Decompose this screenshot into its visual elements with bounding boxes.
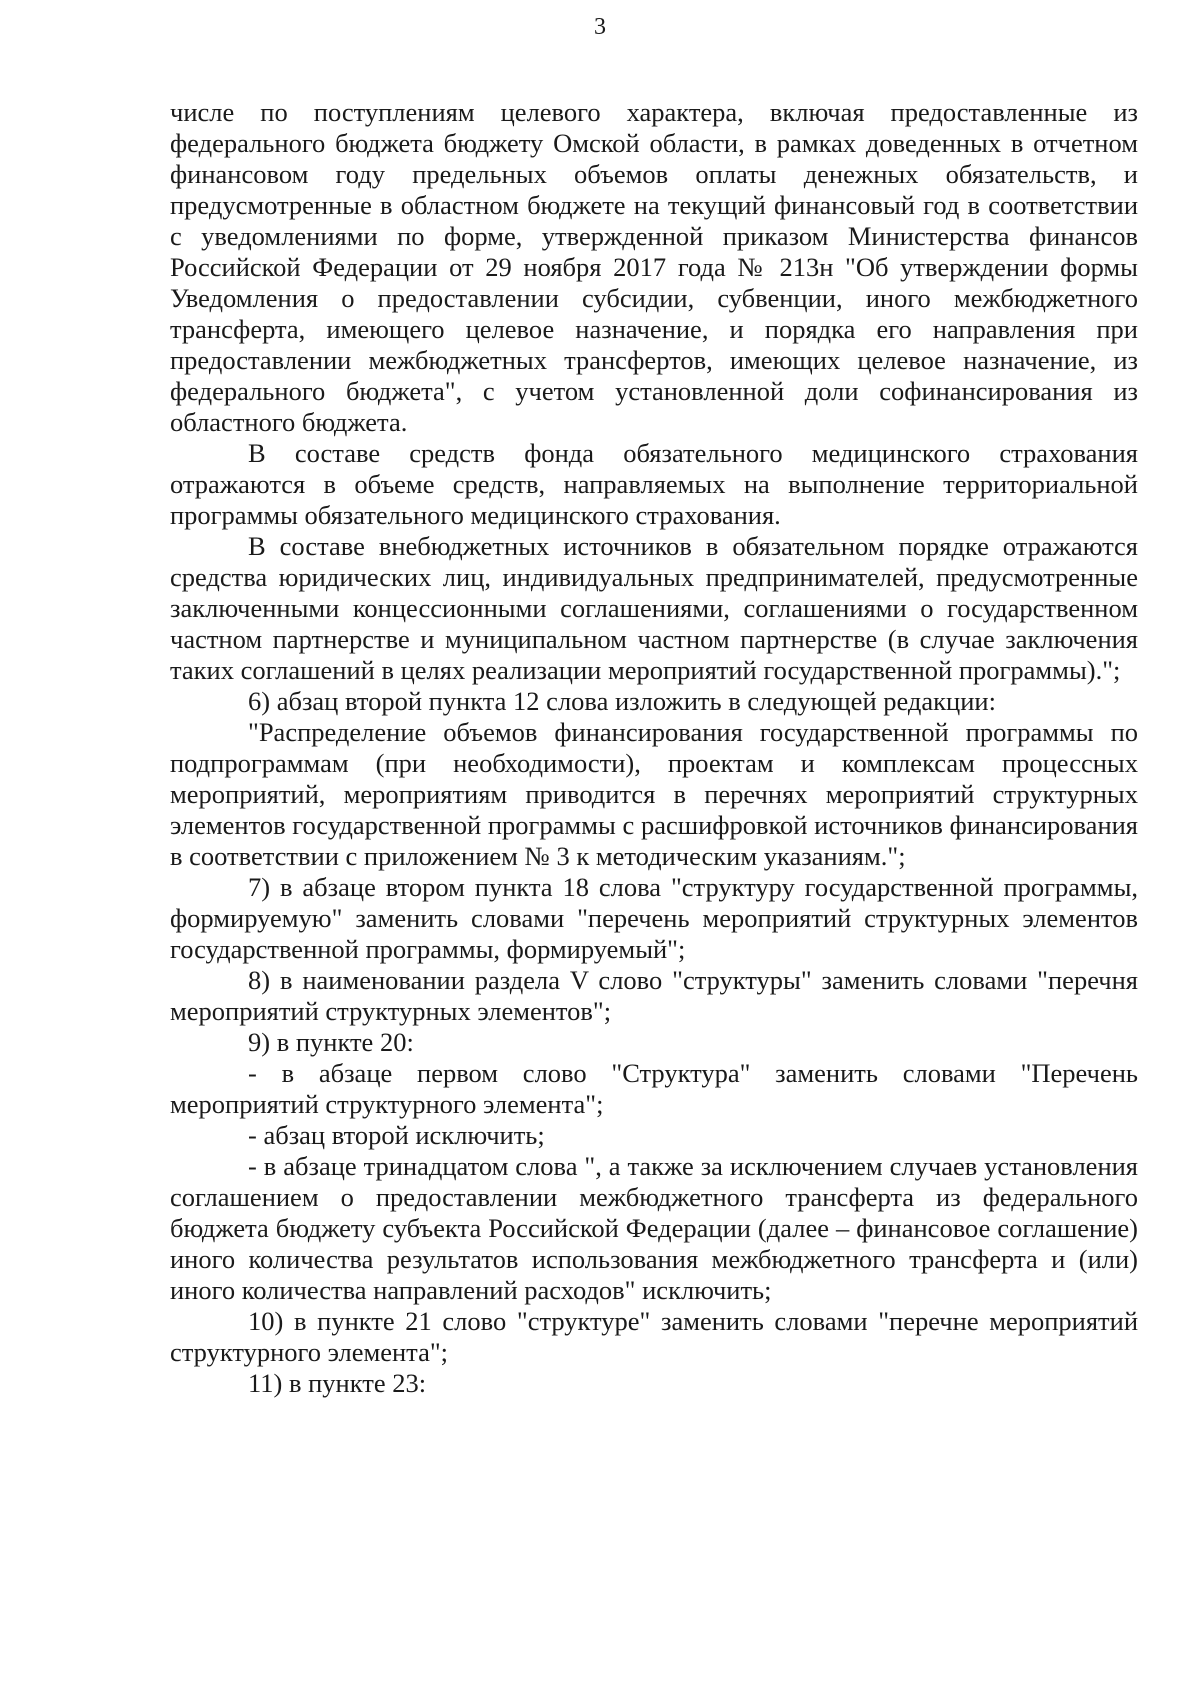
document-body <box>170 97 1138 1399</box>
paragraph-item-6-text: "Распределение объемов финансирования государственной программы по подпрограммам (при необходимости), проектам и комплексам процессных мероприятий, мероприятиям приводится в перечнях мероприятий структурных элементов государственной программы с расшифровкой источников финансирования в соответствии с приложением № 3 к методическим указаниям."; <box>170 717 1138 871</box>
paragraph-item-6: 6) абзац второй пункта 12 слова изложить в следующей редакции: <box>248 686 996 716</box>
paragraph-item-9-second: - абзац второй исключить; <box>248 1120 545 1150</box>
paragraph-extrabudgetary: В составе внебюджетных источников в обязательном порядке отражаются средства юридических лиц, индивидуальных предпринимателей, предусмотренные заключенными концессионными соглашениями, соглашениями о государственном частном партнерстве и муниципальном частном партнерстве (в случае заключения таких соглашений в целях реализации мероприятий государственной программы)."; <box>170 531 1138 685</box>
paragraph-item-9: 9) в пункте 20: <box>248 1027 414 1057</box>
paragraph-item-9-thirteenth: - в абзаце тринадцатом слова ", а также за исключением случаев установления соглашением о предоставлении межбюджетного трансферта из федерального бюджета бюджету субъекта Российской Федерации (далее – финансовое соглашение) иного количества результатов использования межбюджетного трансферта и (или) иного количества направлений расходов" исключить; <box>170 1151 1138 1305</box>
paragraph-item-8: 8) в наименовании раздела V слово "структуры" заменить словами "перечня мероприятий структурных элементов"; <box>170 965 1138 1026</box>
paragraph-item-10: 10) в пункте 21 слово "структуре" заменить словами "перечне мероприятий структурного элемента"; <box>170 1306 1138 1367</box>
paragraph-item-7: 7) в абзаце втором пункта 18 слова "структуру государственной программы, формируемую" заменить словами "перечень мероприятий структурных элементов государственной программы, формируемый"; <box>170 872 1138 964</box>
paragraph-continuation: числе по поступлениям целевого характера, включая предоставленные из федерального бюджета бюджету Омской области, в рамках доведенных в отчетном финансовом году предельных объемов оплаты денежных обязательств, и предусмотренные в областном бюджете на текущий финансовый год в соответствии с уведомлениями по форме, утвержденной приказом Министерства финансов Российской Федерации от 29 ноября 2017 года № 213н "Об утверждении формы Уведомления о предоставлении субсидии, субвенции, иного межбюджетного трансферта, имеющего целевое назначение, и порядка его направления при предоставлении межбюджетных трансфертов, имеющих целевое назначение, из федерального бюджета", с учетом установленной доли софинансирования из областного бюджета. <box>170 97 1138 437</box>
paragraph-item-11: 11) в пункте 23: <box>248 1368 427 1398</box>
page-number: 3 <box>594 14 606 40</box>
paragraph-oms-fund: В составе средств фонда обязательного медицинского страхования отражаются в объеме средств, направляемых на выполнение территориальной программы обязательного медицинского страхования. <box>170 438 1138 530</box>
paragraph-item-9-first: - в абзаце первом слово "Структура" заменить словами "Перечень мероприятий структурного элемента"; <box>170 1058 1138 1119</box>
